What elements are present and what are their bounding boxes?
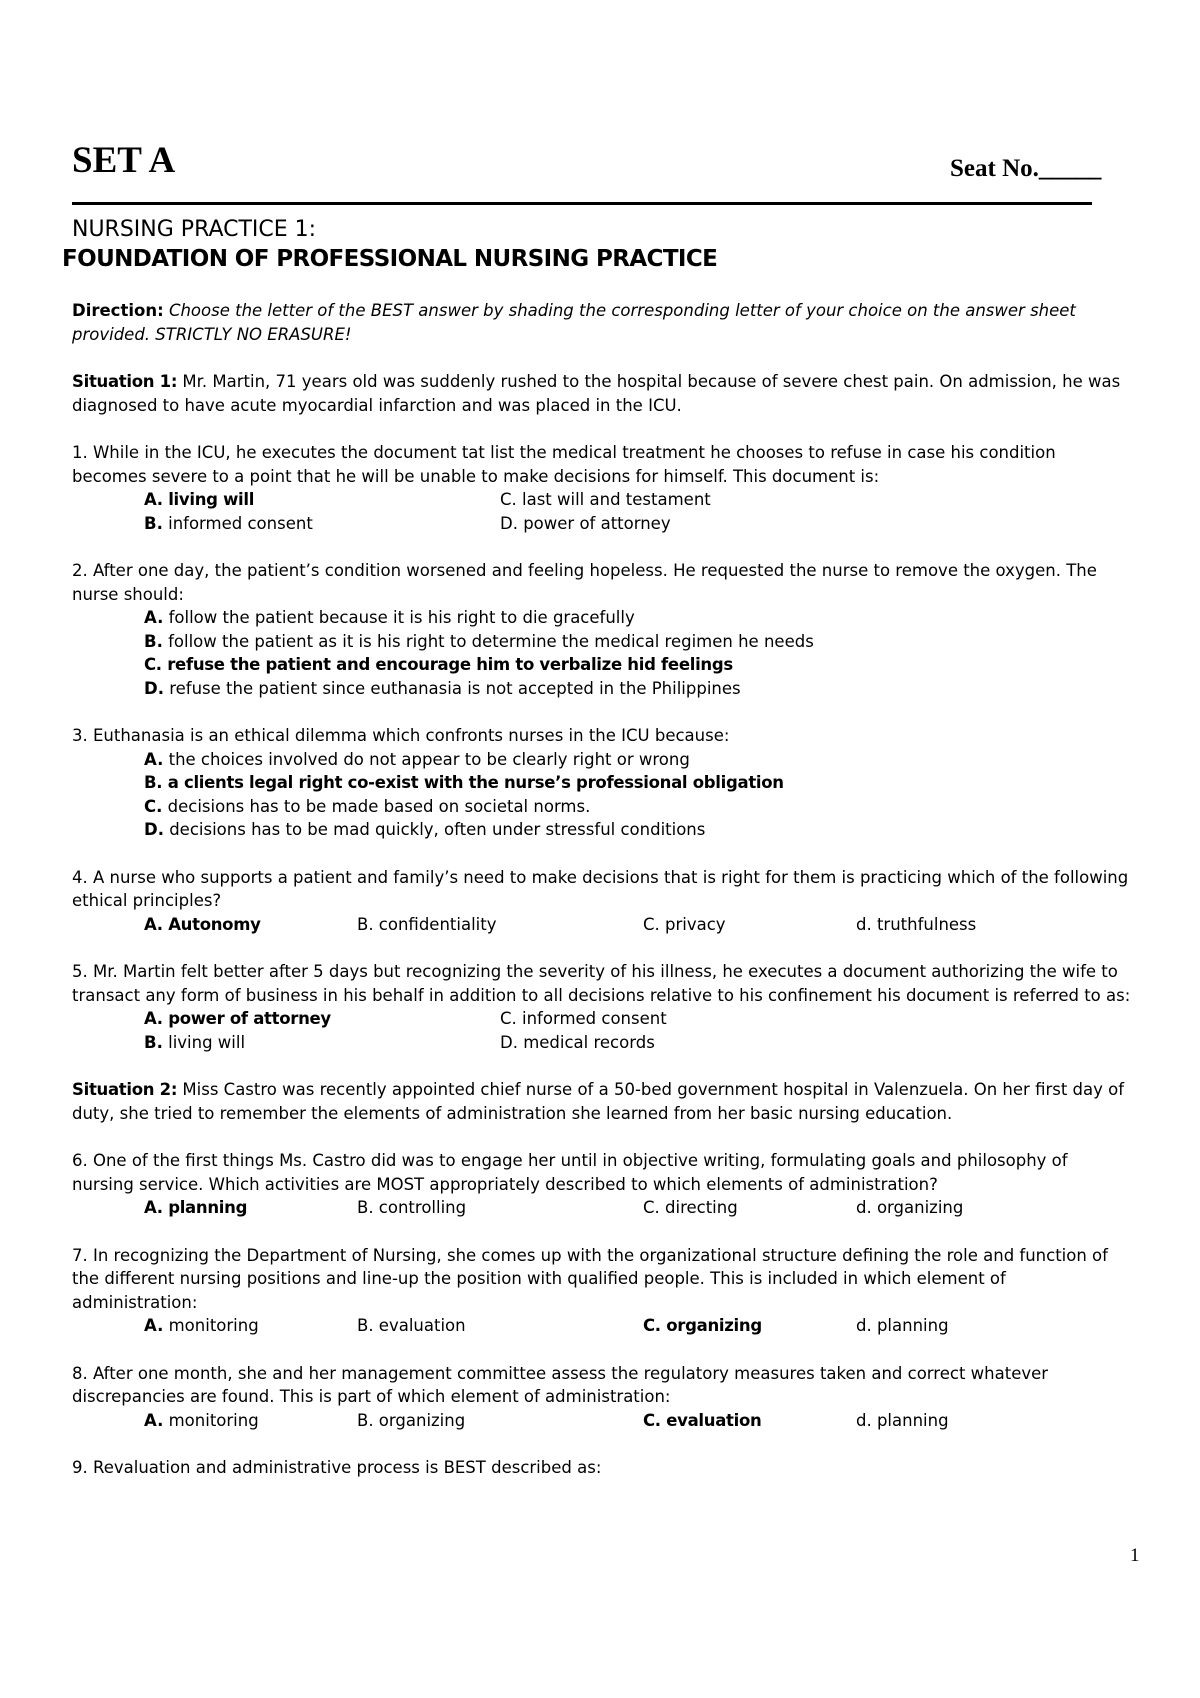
answer-option-a [144,1409,357,1433]
situation-text: Miss Castro was recently appointed chief nurse of a 50-bed government hospital in Valenzuela. On her first day of duty, she tried to remember the elements of administration she learned from her basic nursing education. [72,1080,1125,1123]
option-text: living will [162,1032,246,1052]
page-number: 1 [1130,1545,1140,1566]
option-letter: A. [144,1316,164,1335]
answer-option-d [144,818,1132,842]
practice-subtitle: FOUNDATION OF PROFESSIONAL NURSING PRACTICE [62,246,718,272]
answer-option-c: C. privacy [643,914,726,934]
situation-label: Situation 1: [72,372,178,391]
question-stem: 6. One of the first things Ms. Castro did was to engage her until in objective writing, formulating goals and philosophy of nursing service. Which activities are MOST appropriately described to which elements of administration? [72,1151,1068,1194]
question-stem: 1. While in the ICU, he executes the document tat list the medical treatment he chooses to refuse in case his condition becomes severe to a point that he will be unable to make decisions for himself. This document is: [72,443,1056,486]
option-text: monitoring [163,1316,259,1335]
question-6 [72,1149,1132,1220]
answer-option-a [144,1314,357,1338]
answer-option-c: C. organizing [643,1316,762,1335]
question-1 [72,441,1132,535]
direction-text: Choose the letter of the BEST answer by shading the corresponding letter of your choice on the answer sheet provided. STRICTLY NO ERASURE! [72,301,1076,344]
answer-option-c [144,795,1132,819]
answer-option-d: d. organizing [856,1198,964,1217]
answer-option-b: B. confidentiality [357,914,497,934]
question-7 [72,1244,1132,1338]
option-text: informed consent [162,513,313,533]
option-letter: A. [144,608,164,627]
answer-option-b [144,512,500,536]
option-letter: B. [144,1032,163,1052]
answer-option-b: B. evaluation [357,1316,466,1335]
situation-2 [72,1078,1132,1125]
option-text: follow the patient as it is his right to determine the medical regimen he needs [162,631,814,651]
answer-option-a [144,748,1132,772]
answer-option-d: d. planning [856,1410,949,1430]
option-text: decisions has to be mad quickly, often under stressful conditions [163,820,706,839]
question-stem: 3. Euthanasia is an ethical dilemma which confronts nurses in the ICU because: [72,726,730,745]
answer-option-d: d. truthfulness [856,914,977,934]
answer-option-c: C. informed consent [500,1009,667,1028]
header-divider [72,202,1092,205]
practice-title: NURSING PRACTICE 1: [72,217,317,242]
answer-option-b [144,630,1132,654]
question-2 [72,559,1132,700]
situation-text: Mr. Martin, 71 years old was suddenly rushed to the hospital because of severe chest pain. On admission, he was diagnosed to have acute myocardial infarction and was placed in the ICU. [72,372,1121,415]
answer-option-a: A. Autonomy [144,914,261,934]
answer-option-b: B. a clients legal right co-exist with the nurse’s professional obligation [144,773,784,792]
question-4 [72,866,1132,937]
option-letter: A. [144,749,164,769]
question-stem: 8. After one month, she and her management committee assess the regulatory measures taken and correct whatever discrepancies are found. This is part of which element of administration: [72,1363,1049,1406]
option-letter: D. [144,678,164,698]
question-3 [72,724,1132,842]
exam-content [72,299,1132,1504]
answer-options [144,488,1132,535]
answer-options [144,1409,1132,1433]
answer-option-d: d. planning [856,1316,949,1335]
answer-option-b: B. organizing [357,1410,466,1430]
question-5 [72,960,1132,1054]
answer-option-b [144,1031,500,1055]
option-text: monitoring [163,1410,259,1430]
answer-options [144,1196,1132,1220]
option-text: follow the patient because it is his right to die gracefully [163,608,635,627]
question-stem: 2. After one day, the patient’s condition worsened and feeling hopeless. He requested the nurse to remove the oxygen. The nurse should: [72,561,1097,604]
answer-option-a [144,606,1132,630]
option-letter: B. [144,513,163,533]
situation-label: Situation 2: [72,1080,178,1099]
answer-option-a: A. power of attorney [144,1009,331,1028]
option-letter: B. [144,631,163,651]
answer-option-c: C. last will and testament [500,490,711,509]
answer-option-c: C. refuse the patient and encourage him to verbalize hid feelings [144,655,733,674]
answer-options [144,606,1132,700]
answer-option-d: D. medical records [500,1032,655,1052]
option-text: refuse the patient since euthanasia is not accepted in the Philippines [163,678,741,698]
answer-option-c: C. evaluation [643,1410,762,1430]
answer-options [144,1007,1132,1054]
answer-option-a: A. planning [144,1198,248,1217]
answer-option-d [144,677,1132,701]
question-stem: 4. A nurse who supports a patient and family’s need to make decisions that is right for them is practicing which of the following ethical principles? [72,867,1129,910]
option-letter: A. [144,1410,164,1430]
answer-option-a: A. living will [144,490,255,509]
answer-options [144,1314,1132,1338]
question-9 [72,1456,1132,1480]
answer-option-d: D. power of attorney [500,513,671,533]
direction-label: Direction: [72,301,164,320]
answer-option-c: C. directing [643,1198,738,1217]
question-stem: 5. Mr. Martin felt better after 5 days but recognizing the severity of his illness, he executes a document authorizing the wife to transact any form of business in his behalf in addition to all decisions relative to his confinement his document is referred to as: [72,962,1131,1005]
option-text: the choices involved do not appear to be clearly right or wrong [163,749,690,769]
seat-number-label: Seat No._____ [950,155,1102,182]
answer-options [144,913,1132,937]
question-stem: 9. Revaluation and administrative process is BEST described as: [72,1458,602,1477]
set-label: SET A [72,140,176,181]
question-stem: 7. In recognizing the Department of Nursing, she comes up with the organizational structure defining the role and function of the different nursing positions and line-up the position with qualified people. This is included in which element of administration: [72,1245,1108,1312]
answer-options [144,748,1132,842]
option-letter: D. [144,820,164,839]
direction [72,299,1132,346]
answer-option-b: B. controlling [357,1198,467,1217]
question-8 [72,1362,1132,1433]
situation-1 [72,370,1132,417]
option-letter: C. [144,796,163,816]
option-text: decisions has to be made based on societal norms. [162,796,591,816]
